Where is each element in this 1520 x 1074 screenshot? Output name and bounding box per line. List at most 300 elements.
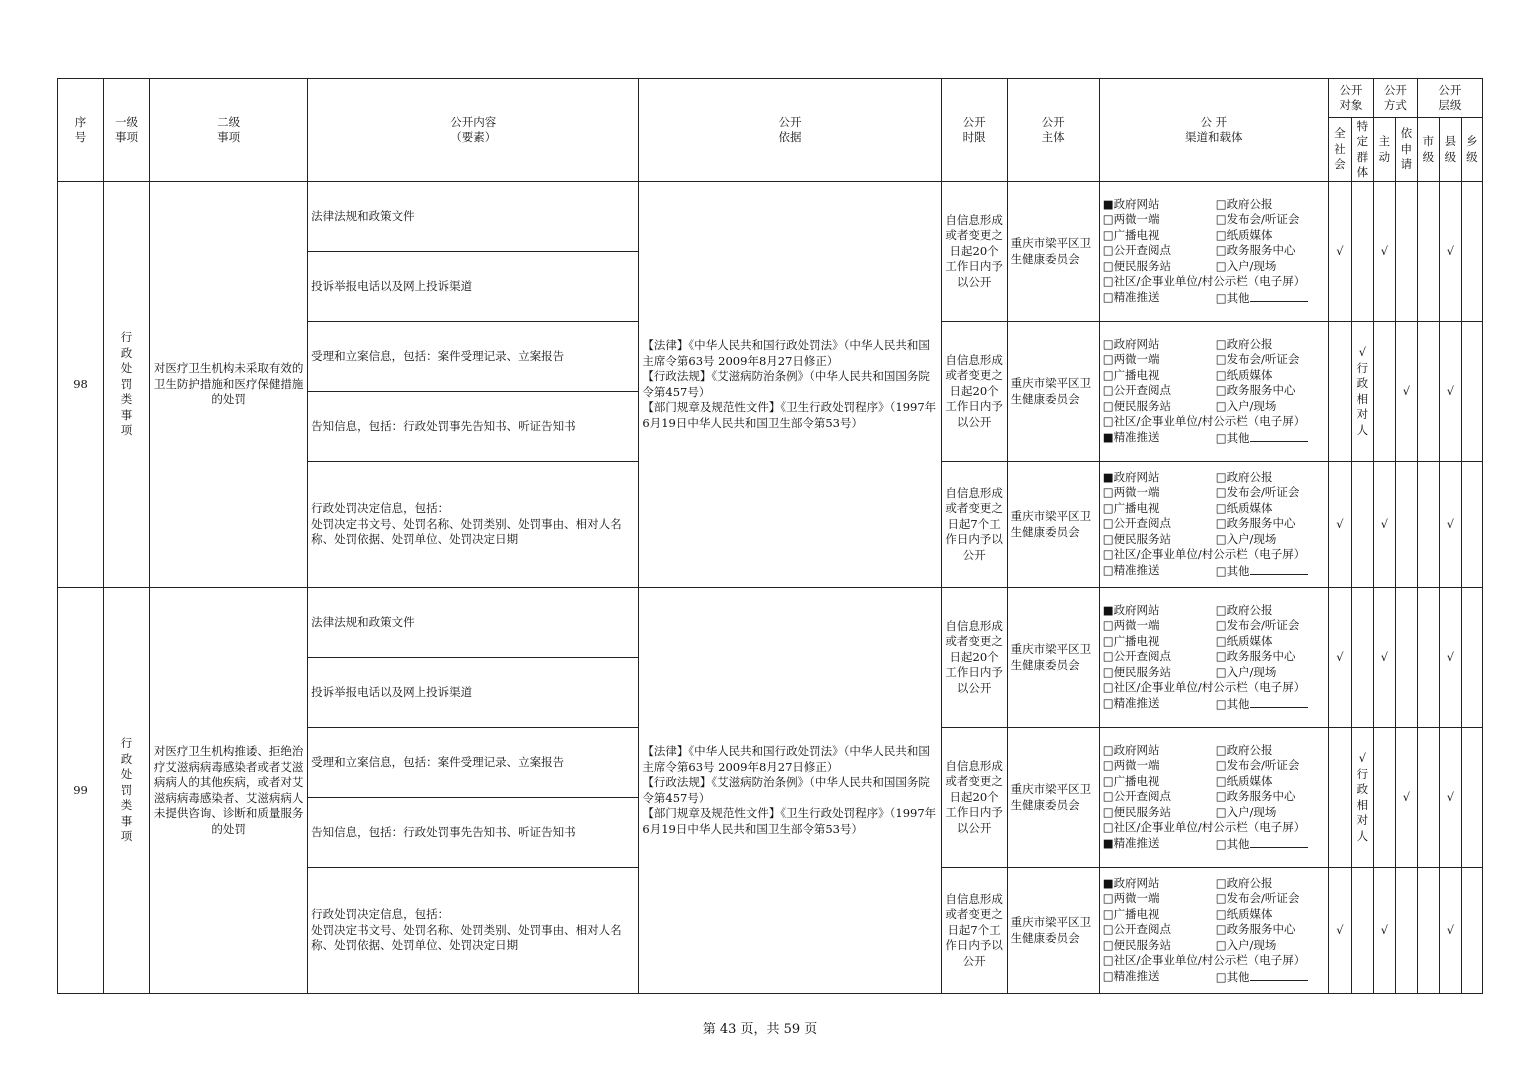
channel-item — [1103, 603, 1216, 619]
header-method-group — [1373, 79, 1417, 118]
channel-label: 广播电视 — [1113, 906, 1160, 921]
channel-label: 广播电视 — [1113, 367, 1160, 382]
header-method-active-text: 主 动 — [1378, 134, 1391, 164]
header-method-group-text: 公开 方式 — [1383, 82, 1407, 112]
record-content-text: 受理和立案信息，包括：案件受理记录、立案报告 — [311, 754, 565, 769]
channel-checkbox: □ — [1215, 531, 1227, 546]
record-basis-text: 【法律】《中华人民共和国行政处罚法》（中华人民共和国主席令第63号 2009年8月27日修正） 【行政法规】《艾滋病防治条例》（中华人民共和国国务院令第457号） 【部门规章及规范性文件】《卫生行政处罚程序》（1997年6月19日中华人民共和国卫生部令第53号） — [642, 338, 937, 430]
channel-label: 发布会/听证会 — [1226, 618, 1300, 633]
mark-county-text: √ — [1446, 922, 1455, 937]
channel-label: 精准推送 — [1113, 429, 1160, 444]
channel-checkbox: □ — [1102, 516, 1114, 531]
header-tier-town — [1461, 118, 1482, 182]
record-time — [941, 182, 1007, 322]
channel-item — [1103, 789, 1216, 805]
record-content — [308, 392, 639, 462]
channel-checkbox: □ — [1215, 398, 1227, 413]
mark-city — [1417, 868, 1439, 994]
channel-label: 政府网站 — [1113, 196, 1160, 211]
record-content-text: 告知信息，包括：行政处罚事先告知书、听证告知书 — [311, 418, 576, 433]
record-content — [308, 658, 639, 728]
channel-item — [1216, 789, 1328, 805]
channel-label: 精准推送 — [1113, 835, 1160, 850]
header-target-specific — [1351, 118, 1373, 182]
record-time-text: 自信息形成或者变更之日起7个工作日内予以公开 — [945, 485, 1003, 562]
channel-checkbox: □ — [1215, 758, 1227, 773]
channel-label: 政府公报 — [1226, 742, 1273, 757]
channel-label: 社区/企事业单位/村公示栏（电子屏） — [1113, 547, 1306, 562]
mark-request — [1395, 322, 1417, 462]
record-content — [308, 182, 639, 252]
header-channel-l2: 渠道和载体 — [1185, 130, 1243, 144]
channel-checkbox: □ — [1215, 602, 1227, 617]
channel-checkbox: □ — [1102, 968, 1114, 983]
mark-request — [1395, 588, 1417, 728]
header-subject-l1: 公开 — [1041, 114, 1065, 129]
channel-label: 政务服务中心 — [1226, 516, 1296, 531]
channel-label: 公开查阅点 — [1113, 243, 1172, 258]
channel-item — [1216, 774, 1328, 790]
disclosure-table — [57, 78, 1483, 994]
channel-label: 广播电视 — [1113, 500, 1160, 515]
channel-item — [1103, 665, 1216, 681]
channel-label: 其他 — [1226, 969, 1250, 984]
channel-label: 纸质媒体 — [1226, 773, 1273, 788]
channel-item — [1103, 212, 1216, 228]
channel-label: 精准推送 — [1113, 289, 1160, 304]
channel-item — [1216, 696, 1328, 713]
channel-item — [1103, 805, 1216, 821]
channel-item — [1103, 547, 1328, 563]
mark-city — [1417, 462, 1439, 588]
record-subject-text: 重庆市梁平区卫生健康委员会 — [1010, 915, 1092, 945]
channel-label: 入户/现场 — [1226, 258, 1277, 273]
channel-label: 便民服务站 — [1113, 531, 1172, 546]
mark-all — [1328, 322, 1351, 462]
channel-item — [1103, 501, 1216, 517]
header-target-all — [1328, 118, 1351, 182]
channel-label: 入户/现场 — [1226, 398, 1277, 413]
channel-label: 发布会/听证会 — [1226, 352, 1300, 367]
channel-checkbox: □ — [1102, 773, 1114, 788]
channel-label: 其他 — [1226, 290, 1250, 305]
channel-checkbox: □ — [1102, 922, 1114, 937]
header-target-all-text: 全 社 会 — [1334, 126, 1346, 172]
channel-label: 社区/企事业单位/村公示栏（电子屏） — [1113, 274, 1306, 289]
channel-item — [1216, 485, 1328, 501]
record-seq-text: 99 — [73, 782, 88, 797]
channel-item — [1216, 368, 1328, 384]
mark-county — [1439, 588, 1461, 728]
channel-checkbox: □ — [1102, 227, 1114, 242]
channel-item — [1216, 836, 1328, 853]
channel-label: 纸质媒体 — [1226, 906, 1273, 921]
record-seq — [58, 588, 104, 994]
header-tier-group — [1417, 79, 1482, 118]
record-content-text: 行政处罚决定信息，包括： 处罚决定书文号、处罚名称、处罚类别、处罚事由、相对人名称、处罚依据、处罚单位、处罚决定日期 — [311, 501, 622, 547]
header-level2-text: 二级 事项 — [217, 114, 241, 144]
channel-checkbox: □ — [1215, 367, 1227, 382]
header-level1 — [104, 79, 150, 182]
header-target-group — [1328, 79, 1373, 118]
record-level1 — [104, 588, 150, 994]
channel-checkbox: □ — [1102, 664, 1114, 679]
channel-label: 政务服务中心 — [1226, 383, 1296, 398]
mark-active — [1373, 182, 1395, 322]
channel-checkbox: □ — [1215, 485, 1227, 500]
channel-item — [1216, 430, 1328, 447]
header-basis-l1: 公开 — [778, 114, 802, 129]
channel-checkbox: □ — [1102, 367, 1114, 382]
channel-label: 其他 — [1226, 696, 1250, 711]
channel-checkbox: □ — [1215, 243, 1227, 258]
channel-checkbox: □ — [1102, 695, 1114, 710]
channel-label: 公开查阅点 — [1113, 649, 1172, 664]
channel-label: 政府公报 — [1226, 196, 1273, 211]
channel-label: 精准推送 — [1113, 695, 1160, 710]
channel-item — [1103, 820, 1328, 836]
channel-item — [1216, 891, 1328, 907]
channel-item — [1216, 938, 1328, 954]
header-tier-county-text: 县 级 — [1444, 134, 1457, 164]
channel-label: 两微一端 — [1113, 891, 1160, 906]
channel-checkbox: □ — [1215, 773, 1227, 788]
channel-item — [1216, 337, 1328, 353]
mark-all — [1328, 182, 1351, 322]
channel-item — [1216, 758, 1328, 774]
record-channels — [1099, 462, 1328, 588]
mark-request — [1395, 868, 1417, 994]
channel-label: 政府公报 — [1226, 336, 1273, 351]
mark-specific — [1351, 588, 1373, 728]
channel-checkbox: □ — [1215, 633, 1227, 648]
channel-label: 两微一端 — [1113, 618, 1160, 633]
header-content-l1: 公开内容 — [450, 114, 497, 129]
channel-grid — [1103, 197, 1325, 307]
channel-checkbox: ■ — [1102, 429, 1114, 444]
channel-item — [1216, 603, 1328, 619]
record-time — [941, 462, 1007, 588]
channel-checkbox: □ — [1215, 336, 1227, 351]
mark-town — [1461, 868, 1482, 994]
channel-checkbox: ■ — [1102, 875, 1114, 890]
channel-label: 入户/现场 — [1226, 531, 1277, 546]
header-level1-text: 一级 事项 — [115, 114, 139, 144]
channel-label: 两微一端 — [1113, 352, 1160, 367]
mark-request — [1395, 462, 1417, 588]
channel-checkbox: □ — [1215, 696, 1227, 711]
mark-request-text: √ — [1402, 789, 1411, 804]
mark-all — [1328, 868, 1351, 994]
mark-town — [1461, 182, 1482, 322]
channel-label: 公开查阅点 — [1113, 789, 1172, 804]
channel-checkbox: □ — [1102, 398, 1114, 413]
channel-label: 其他 — [1226, 430, 1250, 445]
channel-checkbox: □ — [1215, 906, 1227, 921]
record-subject-text: 重庆市梁平区卫生健康委员会 — [1010, 509, 1092, 539]
channel-item — [1103, 485, 1216, 501]
mark-county-text: √ — [1446, 516, 1455, 531]
channel-item — [1216, 665, 1328, 681]
channel-checkbox: ■ — [1102, 602, 1114, 617]
channel-item — [1103, 774, 1216, 790]
channel-label: 政府网站 — [1113, 336, 1160, 351]
channel-label: 两微一端 — [1113, 212, 1160, 227]
channel-label: 政府公报 — [1226, 602, 1273, 617]
channel-item — [1216, 563, 1328, 580]
header-basis — [639, 79, 941, 182]
record-basis — [639, 588, 941, 994]
channel-item — [1216, 259, 1328, 275]
mark-town — [1461, 322, 1482, 462]
channel-item — [1216, 618, 1328, 634]
channel-checkbox: □ — [1215, 212, 1227, 227]
channel-checkbox: ■ — [1102, 835, 1114, 850]
record-content — [308, 728, 639, 798]
mark-all — [1328, 728, 1351, 868]
channel-label: 公开查阅点 — [1113, 383, 1172, 398]
record-time — [941, 728, 1007, 868]
channel-item — [1216, 352, 1328, 368]
mark-active — [1373, 868, 1395, 994]
mark-county — [1439, 728, 1461, 868]
channel-label: 政务服务中心 — [1226, 922, 1296, 937]
channel-checkbox: □ — [1102, 618, 1114, 633]
channel-grid — [1103, 337, 1325, 447]
channel-item — [1216, 501, 1328, 517]
other-blank-line — [1250, 969, 1308, 981]
record-content-text: 投诉举报电话以及网上投诉渠道 — [311, 278, 473, 293]
channel-label: 纸质媒体 — [1226, 500, 1273, 515]
mark-county — [1439, 322, 1461, 462]
mark-specific — [1351, 868, 1373, 994]
channel-item — [1216, 197, 1328, 213]
record-subject-text: 重庆市梁平区卫生健康委员会 — [1010, 376, 1092, 406]
header-subject — [1007, 79, 1099, 182]
channel-checkbox: □ — [1102, 937, 1114, 952]
record-content-text: 受理和立案信息，包括：案件受理记录、立案报告 — [311, 348, 565, 363]
mark-active — [1373, 728, 1395, 868]
channel-item — [1216, 969, 1328, 986]
record-level1-text: 行 政 处 罚 类 事 项 — [120, 736, 133, 844]
channel-checkbox: □ — [1102, 758, 1114, 773]
channel-label: 入户/现场 — [1226, 804, 1277, 819]
channel-label: 两微一端 — [1113, 485, 1160, 500]
other-blank-line — [1250, 836, 1308, 848]
mark-active — [1373, 322, 1395, 462]
header-time — [941, 79, 1007, 182]
mark-specific — [1351, 182, 1373, 322]
mark-active-text: √ — [1380, 922, 1389, 937]
channel-grid — [1103, 603, 1325, 713]
record-subject — [1007, 868, 1099, 994]
channel-item — [1216, 634, 1328, 650]
channel-item — [1103, 938, 1216, 954]
channel-checkbox: □ — [1215, 937, 1227, 952]
header-channel-l1: 公 开 — [1200, 114, 1228, 129]
record-content-text: 投诉举报电话以及网上投诉渠道 — [311, 684, 473, 699]
channel-grid — [1103, 470, 1325, 580]
channel-label: 政府网站 — [1113, 875, 1160, 890]
mark-specific — [1351, 728, 1373, 868]
channel-checkbox: □ — [1102, 500, 1114, 515]
record-subject — [1007, 462, 1099, 588]
header-content-l2: （要素） — [450, 130, 497, 144]
channel-checkbox: □ — [1102, 485, 1114, 500]
record-time — [941, 868, 1007, 994]
channel-item — [1103, 274, 1328, 290]
channel-item — [1103, 696, 1216, 713]
record-content-text: 法律法规和政策文件 — [311, 208, 415, 223]
table-body — [58, 182, 1483, 994]
channel-item — [1103, 470, 1216, 486]
channel-label: 入户/现场 — [1226, 664, 1277, 679]
channel-checkbox: □ — [1102, 953, 1114, 968]
channel-checkbox: □ — [1102, 891, 1114, 906]
mark-active-text: √ — [1380, 649, 1389, 664]
channel-item — [1216, 743, 1328, 759]
record-level2 — [150, 588, 308, 994]
channel-item — [1216, 876, 1328, 892]
channel-item — [1216, 470, 1328, 486]
record-content-text: 法律法规和政策文件 — [311, 614, 415, 629]
mark-town — [1461, 462, 1482, 588]
record-subject-text: 重庆市梁平区卫生健康委员会 — [1010, 642, 1092, 672]
channel-label: 便民服务站 — [1113, 258, 1172, 273]
channel-checkbox: □ — [1215, 516, 1227, 531]
channel-label: 纸质媒体 — [1226, 227, 1273, 242]
channel-item — [1216, 399, 1328, 415]
header-content — [308, 79, 639, 182]
record-content — [308, 462, 639, 588]
channel-checkbox: □ — [1102, 562, 1114, 577]
channel-label: 便民服务站 — [1113, 937, 1172, 952]
channel-item — [1216, 212, 1328, 228]
record-basis-text: 【法律】《中华人民共和国行政处罚法》（中华人民共和国主席令第63号 2009年8月27日修正） 【行政法规】《艾滋病防治条例》（中华人民共和国国务院令第457号） 【部门规章及规范性文件】《卫生行政处罚程序》（1997年6月19日中华人民共和国卫生部令第53号） — [642, 744, 937, 836]
record-basis — [639, 182, 941, 588]
record-time-text: 自信息形成或者变更之日起20个工作日内予以公开 — [945, 618, 1003, 695]
channel-label: 政务服务中心 — [1226, 243, 1296, 258]
channel-item — [1103, 922, 1216, 938]
channel-checkbox: □ — [1215, 649, 1227, 664]
other-blank-line — [1250, 696, 1308, 708]
record-channels — [1099, 182, 1328, 322]
header-tier-city-text: 市 级 — [1422, 134, 1435, 164]
channel-item — [1216, 290, 1328, 307]
channel-item — [1103, 352, 1216, 368]
channel-item — [1103, 680, 1328, 696]
channel-checkbox: □ — [1215, 664, 1227, 679]
channel-item — [1103, 907, 1216, 923]
header-level2 — [150, 79, 308, 182]
mark-specific — [1351, 322, 1373, 462]
channel-checkbox: □ — [1215, 430, 1227, 445]
record-level2-text: 对医疗卫生机构未采取有效的卫生防护措施和医疗保健措施的处罚 — [153, 361, 304, 407]
mark-specific — [1351, 462, 1373, 588]
channel-label: 广播电视 — [1113, 227, 1160, 242]
channel-label: 公开查阅点 — [1113, 516, 1172, 531]
record-time — [941, 588, 1007, 728]
channel-label: 其他 — [1226, 836, 1250, 851]
table-row — [58, 182, 1483, 252]
record-subject — [1007, 588, 1099, 728]
channel-item — [1103, 563, 1216, 580]
record-channels — [1099, 868, 1328, 994]
channel-grid — [1103, 876, 1325, 986]
channel-grid — [1103, 743, 1325, 853]
mark-county — [1439, 868, 1461, 994]
channel-checkbox: □ — [1102, 336, 1114, 351]
record-subject-text: 重庆市梁平区卫生健康委员会 — [1010, 782, 1092, 812]
channel-checkbox: □ — [1102, 289, 1114, 304]
channel-checkbox: □ — [1215, 969, 1227, 984]
channel-item — [1103, 969, 1216, 986]
channel-checkbox: □ — [1215, 290, 1227, 305]
mark-all-text: √ — [1336, 243, 1344, 258]
channel-item — [1103, 337, 1216, 353]
channel-checkbox: ■ — [1102, 469, 1114, 484]
channel-item — [1103, 516, 1216, 532]
other-blank-line — [1250, 563, 1308, 575]
record-seq — [58, 182, 104, 588]
channel-item — [1103, 634, 1216, 650]
channel-checkbox: □ — [1102, 633, 1114, 648]
mark-city — [1417, 728, 1439, 868]
channel-checkbox: □ — [1215, 258, 1227, 273]
channel-label: 社区/企事业单位/村公示栏（电子屏） — [1113, 953, 1306, 968]
channel-item — [1216, 805, 1328, 821]
channel-item — [1103, 430, 1216, 447]
channel-item — [1103, 383, 1216, 399]
channel-item — [1103, 758, 1216, 774]
channel-item — [1103, 368, 1216, 384]
channel-checkbox: □ — [1215, 789, 1227, 804]
record-level1-text: 行 政 处 罚 类 事 项 — [120, 330, 133, 438]
channel-item — [1103, 259, 1216, 275]
channel-checkbox: □ — [1215, 563, 1227, 578]
mark-town — [1461, 728, 1482, 868]
channel-label: 社区/企事业单位/村公示栏（电子屏） — [1113, 414, 1306, 429]
header-tier-town-text: 乡 级 — [1466, 134, 1478, 164]
channel-label: 社区/企事业单位/村公示栏（电子屏） — [1113, 680, 1306, 695]
channel-checkbox: □ — [1215, 227, 1227, 242]
record-time-text: 自信息形成或者变更之日起20个工作日内予以公开 — [945, 212, 1003, 289]
channel-checkbox: □ — [1102, 531, 1114, 546]
channel-label: 便民服务站 — [1113, 398, 1172, 413]
mark-town — [1461, 588, 1482, 728]
mark-request-text: √ — [1402, 383, 1411, 398]
channel-label: 精准推送 — [1113, 968, 1160, 983]
channel-checkbox: □ — [1102, 547, 1114, 562]
record-level2 — [150, 182, 308, 588]
channel-checkbox: □ — [1102, 906, 1114, 921]
channel-item — [1103, 891, 1216, 907]
channel-item — [1216, 383, 1328, 399]
header-seq-text: 序 号 — [74, 114, 87, 144]
channel-label: 政府网站 — [1113, 469, 1160, 484]
channel-checkbox: □ — [1215, 922, 1227, 937]
channel-item — [1103, 876, 1216, 892]
channel-label: 发布会/听证会 — [1226, 485, 1300, 500]
mark-city — [1417, 322, 1439, 462]
record-time — [941, 322, 1007, 462]
table-row — [58, 588, 1483, 658]
header-basis-l2: 依据 — [778, 130, 802, 144]
channel-label: 精准推送 — [1113, 562, 1160, 577]
header-method-active — [1373, 118, 1395, 182]
channel-label: 政务服务中心 — [1226, 789, 1296, 804]
channel-checkbox: □ — [1102, 212, 1114, 227]
